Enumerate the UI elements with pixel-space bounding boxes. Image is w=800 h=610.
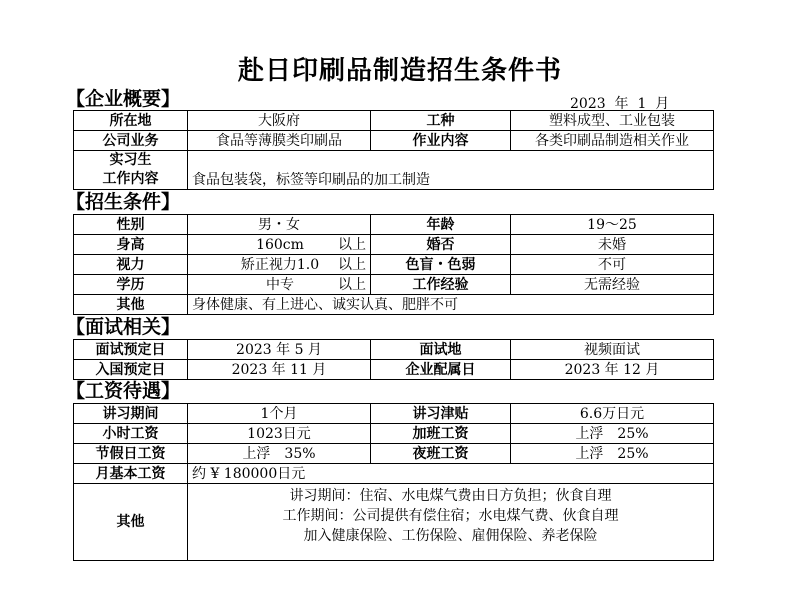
experience-label: 工作经验 — [371, 275, 511, 295]
training-period-value: 1个月 — [188, 404, 371, 424]
interview-place-label: 面试地 — [371, 340, 511, 360]
table-row — [74, 111, 714, 131]
intern-label-line-2: 工作内容 — [102, 171, 159, 187]
night-wage-value: 上浮 25% — [511, 444, 714, 464]
table-row — [74, 340, 714, 360]
date-month: 1 — [637, 96, 647, 112]
entry-date-label: 入国预定日 — [74, 360, 188, 380]
table-row — [74, 360, 714, 380]
holiday-wage-label: 节假日工资 — [74, 444, 188, 464]
recruit-other-label: 其他 — [74, 295, 188, 315]
entry-date-value: 2023 年 11 月 — [188, 360, 371, 380]
education-text: 中专 — [266, 276, 294, 293]
salary-other-value — [188, 484, 714, 561]
colorblind-label: 色盲・色弱 — [371, 255, 511, 275]
intern-work-label — [74, 151, 188, 190]
location-value: 大阪府 — [188, 111, 371, 131]
height-text: 160cm — [256, 236, 304, 253]
colorblind-value: 不可 — [511, 255, 714, 275]
hourly-wage-label: 小时工资 — [74, 424, 188, 444]
table-row — [74, 424, 714, 444]
intern-work-value: 食品包装袋，标签等印刷品的加工制造 — [188, 151, 714, 190]
training-period-label: 讲习期间 — [74, 404, 188, 424]
work-content-value: 各类印刷品制造相关作业 — [511, 131, 714, 151]
business-value: 食品等薄膜类印刷品 — [188, 131, 371, 151]
monthly-salary-value: 约 ¥ 180000日元 — [188, 464, 371, 484]
vision-unit: 以上 — [338, 256, 366, 273]
table-row — [74, 484, 714, 561]
height-value — [188, 235, 371, 255]
monthly-salary-label: 月基本工资 — [74, 464, 188, 484]
intern-label-line-1: 实习生 — [109, 152, 152, 168]
height-label: 身高 — [74, 235, 188, 255]
interview-date-label: 面试预定日 — [74, 340, 188, 360]
section-company-heading: 【企业概要】 — [66, 88, 181, 110]
education-value — [188, 275, 371, 295]
location-label: 所在地 — [74, 111, 188, 131]
night-wage-label: 夜班工资 — [371, 444, 511, 464]
education-label: 学历 — [74, 275, 188, 295]
section-interview-heading: 【面试相关】 — [66, 316, 181, 338]
marriage-value: 未婚 — [511, 235, 714, 255]
holiday-wage-value: 上浮 35% — [188, 444, 371, 464]
vision-text: 矫正视力1.0 — [240, 256, 320, 273]
vision-value — [188, 255, 371, 275]
experience-value: 无需经验 — [511, 275, 714, 295]
document-title: 赴日印刷品制造招生条件书 — [237, 56, 562, 86]
date-month-unit: 月 — [655, 96, 670, 112]
recruit-other-value: 身体健康、有上进心、诚实认真、肥胖不可 — [188, 295, 714, 315]
overtime-wage-value: 上浮 25% — [511, 424, 714, 444]
job-type-value: 塑料成型、工业包装 — [511, 111, 714, 131]
table-row — [74, 295, 714, 315]
table-row — [74, 464, 714, 484]
gender-value: 男・女 — [188, 215, 371, 235]
salary-table — [73, 403, 714, 561]
gender-label: 性别 — [74, 215, 188, 235]
salary-other-line-2: 工作期间：公司提供有偿住宿；水电煤气费、伙食自理 — [282, 508, 619, 524]
age-label: 年龄 — [371, 215, 511, 235]
training-allowance-value: 6.6万日元 — [511, 404, 714, 424]
table-row — [74, 404, 714, 424]
training-allowance-label: 讲习津贴 — [371, 404, 511, 424]
vision-label: 视力 — [74, 255, 188, 275]
section-recruit-heading: 【招生条件】 — [66, 191, 181, 213]
age-value: 19～25 — [511, 215, 714, 235]
job-type-label: 工种 — [371, 111, 511, 131]
salary-other-line-1: 讲习期间：住宿、水电煤气费由日方负担；伙食自理 — [289, 488, 612, 504]
table-row — [74, 444, 714, 464]
table-row — [74, 215, 714, 235]
work-content-label: 作业内容 — [371, 131, 511, 151]
overtime-wage-label: 加班工资 — [371, 424, 511, 444]
assign-date-label: 企业配属日 — [371, 360, 511, 380]
height-unit: 以上 — [338, 236, 366, 253]
interview-date-value: 2023 年 5 月 — [188, 340, 371, 360]
table-row — [74, 235, 714, 255]
monthly-salary-blank — [371, 464, 714, 484]
recruit-table — [73, 214, 714, 315]
date-year: 2023 — [570, 96, 606, 112]
marriage-label: 婚否 — [371, 235, 511, 255]
company-table — [73, 110, 714, 190]
table-row — [74, 131, 714, 151]
table-row — [74, 275, 714, 295]
business-label: 公司业务 — [74, 131, 188, 151]
date-year-unit: 年 — [614, 96, 629, 112]
table-row — [74, 255, 714, 275]
education-unit: 以上 — [338, 276, 366, 293]
table-row — [74, 151, 714, 190]
salary-other-label: 其他 — [74, 484, 188, 561]
assign-date-value: 2023 年 12 月 — [511, 360, 714, 380]
hourly-wage-value: 1023日元 — [188, 424, 371, 444]
interview-table — [73, 339, 714, 380]
section-salary-heading: 【工资待遇】 — [66, 380, 181, 402]
interview-place-value: 视频面试 — [511, 340, 714, 360]
salary-other-line-3: 加入健康保险、工伤保险、雇佣保险、养老保险 — [303, 528, 598, 544]
